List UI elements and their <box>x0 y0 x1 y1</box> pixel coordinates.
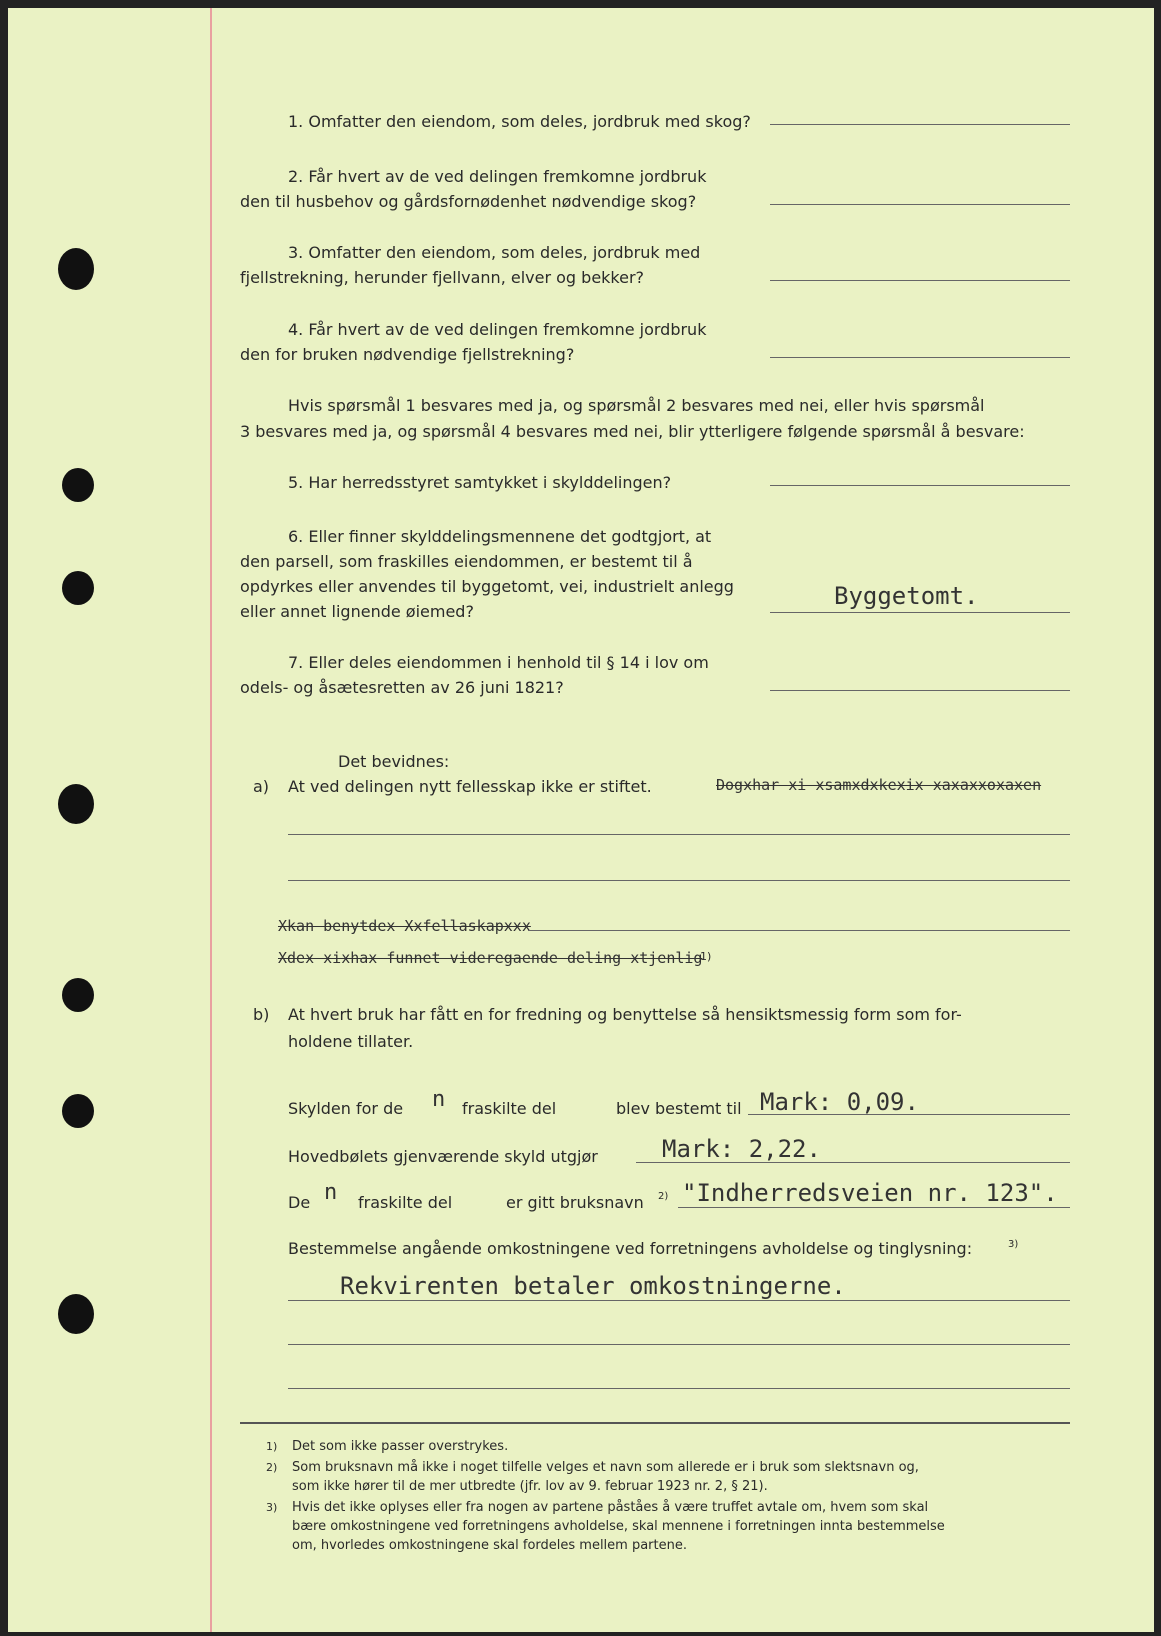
question-7-line-1: 7. Eller deles eiendommen i henhold til § 14 i lov om <box>288 653 709 672</box>
punch-hole <box>62 468 94 502</box>
answer-line-2 <box>770 204 1070 205</box>
condition-line-2: 3 besvares med ja, og spørsmål 4 besvares med nei, blir ytterligere følgende spørsmål å besvare: <box>240 422 1025 441</box>
blank-line <box>288 834 1070 835</box>
struck-typed-text: Xdex xixhax funnet videregaende deling xtjenlig <box>278 949 703 967</box>
hoved-line <box>636 1162 1070 1163</box>
answer-line-7 <box>770 690 1070 691</box>
footnote-2-number: 2) <box>266 1461 278 1474</box>
question-3-line-1: 3. Omfatter den eiendom, som deles, jordbruk med <box>288 243 701 262</box>
certify-b-line-1: At hvert bruk har fått en for fredning og benyttelse så hensiktsmessig form som for- <box>288 1005 962 1024</box>
footnote-3-line-2: bære omkostningene ved forretningens avholdelse, skal mennene i forretningen innta bestemmelse <box>292 1519 945 1534</box>
answer-line-3 <box>770 280 1070 281</box>
de-mark: n <box>324 1180 338 1205</box>
question-7-line-2: odels- og åsætesretten av 26 juni 1821? <box>240 678 564 697</box>
punch-hole <box>62 978 94 1012</box>
blank-line <box>288 1388 1070 1389</box>
hoved-label: Hovedbølets gjenværende skyld utgjør <box>288 1147 598 1166</box>
skyld-value: Mark: 0,09. <box>760 1088 919 1116</box>
footnote-3-line-1: Hvis det ikke oplyses eller fra nogen av partene påståes å være truffet avtale om, hvem som skal <box>292 1500 929 1515</box>
blank-line <box>288 880 1070 881</box>
question-1: 1. Omfatter den eiendom, som deles, jordbruk med skog? <box>288 112 751 131</box>
footnote-1: Det som ikke passer overstrykes. <box>292 1439 509 1454</box>
blank-line <box>528 930 1070 931</box>
margin-line <box>210 8 212 1632</box>
question-4-line-1: 4. Får hvert av de ved delingen fremkomne jordbruk <box>288 320 707 339</box>
certify-a-text: At ved delingen nytt fellesskap ikke er stiftet. <box>288 777 652 796</box>
bestemmelse-value: Rekvirenten betaler omkostningerne. <box>340 1272 846 1300</box>
de-suffix: er gitt bruksnavn <box>506 1193 644 1212</box>
question-2-line-2: den til husbehov og gårdsfornødenhet nødvendige skog? <box>240 192 697 211</box>
question-6-line-4: eller annet lignende øiemed? <box>240 602 474 621</box>
bruksnavn-value: "Indherredsveien nr. 123". <box>682 1179 1058 1207</box>
footnote-3-line-3: om, hvorledes omkostningene skal fordeles mellem partene. <box>292 1538 687 1553</box>
punch-hole <box>62 1094 94 1128</box>
blank-line <box>288 1300 1070 1301</box>
footnote-ref: 3) <box>1008 1239 1019 1250</box>
de-mid: fraskilte del <box>358 1193 453 1212</box>
punch-hole <box>58 1294 94 1334</box>
question-6-line-3: opdyrkes eller anvendes til byggetomt, vei, industrielt anlegg <box>240 577 734 596</box>
answer-line-1 <box>770 124 1070 125</box>
skyld-suffix: blev bestemt til <box>616 1099 742 1118</box>
skyld-mid: fraskilte del <box>462 1099 557 1118</box>
certify-intro: Det bevidnes: <box>338 752 450 771</box>
condition-line-1: Hvis spørsmål 1 besvares med ja, og spørsmål 2 besvares med nei, eller hvis spørsmål <box>288 396 985 415</box>
answer-line-5 <box>770 485 1070 486</box>
skyld-line <box>748 1114 1070 1115</box>
footnote-ref: 2) <box>658 1191 669 1202</box>
struck-typed-text: Dogxhar xi xsamxdxkexix xaxaxxoxaxen <box>716 776 1042 794</box>
question-3-line-2: fjellstrekning, herunder fjellvann, elver og bekker? <box>240 268 645 287</box>
skyld-mark: n <box>432 1087 446 1112</box>
question-4-line-2: den for bruken nødvendige fjellstrekning? <box>240 345 575 364</box>
question-5: 5. Har herredsstyret samtykket i skylddelingen? <box>288 473 672 492</box>
footnote-2-line-2: som ikke hører til de mer utbredte (jfr. lov av 9. februar 1923 nr. 2, § 21). <box>292 1479 768 1494</box>
footnote-separator <box>240 1422 1070 1424</box>
question-6-answer: Byggetomt. <box>834 582 979 610</box>
footnote-1-number: 1) <box>266 1440 278 1453</box>
blank-line <box>288 1344 1070 1345</box>
question-6-line-1: 6. Eller finner skylddelingsmennene det godtgjort, at <box>288 527 712 546</box>
certify-a-label: a) <box>253 777 270 796</box>
de-label: De <box>288 1193 311 1212</box>
punch-hole <box>58 248 94 290</box>
certify-b-label: b) <box>253 1005 270 1024</box>
bestemmelse-label: Bestemmelse angående omkostningene ved forretningens avholdelse og tinglysning: <box>288 1239 973 1258</box>
footnote-3-number: 3) <box>266 1501 278 1514</box>
answer-line-6 <box>770 612 1070 613</box>
footnote-ref: 1) <box>700 950 712 963</box>
question-2-line-1: 2. Får hvert av de ved delingen fremkomne jordbruk <box>288 167 707 186</box>
struck-typed-text: Xkan benytdex Xxfellaskapxxx <box>278 917 531 935</box>
document-page <box>8 8 1154 1632</box>
hoved-value: Mark: 2,22. <box>662 1135 821 1163</box>
answer-line-4 <box>770 357 1070 358</box>
punch-hole <box>62 571 94 605</box>
question-6-line-2: den parsell, som fraskilles eiendommen, er bestemt til å <box>240 552 693 571</box>
punch-hole <box>58 784 94 824</box>
skyld-label: Skylden for de <box>288 1099 404 1118</box>
certify-b-line-2: holdene tillater. <box>288 1032 414 1051</box>
footnote-2-line-1: Som bruksnavn må ikke i noget tilfelle velges et navn som allerede er i bruk som slektsnavn og, <box>292 1460 919 1475</box>
bruksnavn-line <box>678 1207 1070 1208</box>
